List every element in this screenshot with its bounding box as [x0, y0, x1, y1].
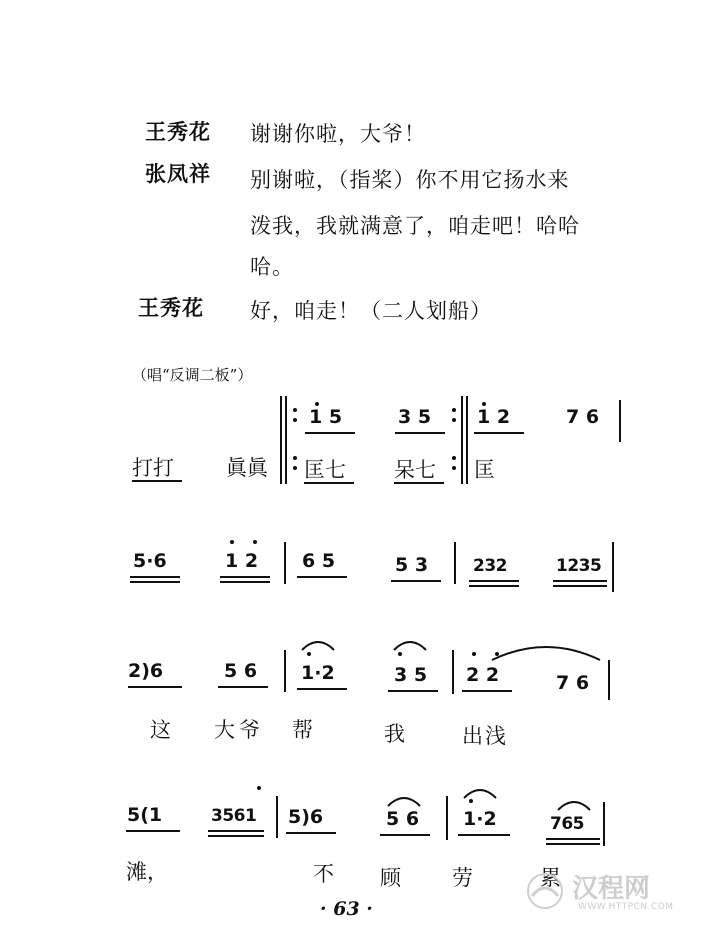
- beam: [546, 838, 600, 840]
- slur-arc: [556, 796, 592, 812]
- beam: [132, 480, 182, 482]
- beam: [130, 576, 180, 578]
- high-dot: [495, 652, 499, 656]
- beam: [388, 690, 438, 692]
- percussion-syllable: 呆七: [394, 458, 436, 482]
- slur-arc: [386, 792, 422, 808]
- percussion-syllable: 打打: [132, 456, 174, 480]
- speaker-wang-xiuhua: 王秀花: [138, 296, 204, 320]
- note-group: 5 6: [224, 660, 258, 682]
- high-dot: [257, 786, 261, 790]
- beam: [391, 580, 441, 582]
- note-group: 6 5: [302, 550, 336, 572]
- beam: [297, 688, 347, 690]
- beam: [208, 830, 264, 832]
- beam: [469, 580, 519, 582]
- note-group: 7 6: [556, 672, 590, 694]
- dialogue-line: 别谢啦，（指桨）你不用它扬水来: [250, 168, 570, 192]
- repeat-dots: [452, 408, 456, 422]
- tune-label: （唱“反调二板”）: [132, 366, 253, 384]
- high-dot: [469, 799, 473, 803]
- repeat-dots: [293, 408, 297, 422]
- beam: [394, 482, 444, 484]
- slur-arc: [300, 636, 336, 652]
- note-group: 5 3: [395, 554, 429, 576]
- note-group: 7 6: [566, 406, 600, 428]
- note-group: 232: [473, 556, 507, 576]
- beam: [208, 835, 264, 837]
- watermark-logo-icon: [524, 870, 566, 912]
- barline: [446, 796, 448, 840]
- beam: [304, 482, 354, 484]
- barline: [284, 650, 286, 692]
- watermark-name: 汉程网: [572, 874, 651, 904]
- note-group: 5)6: [288, 806, 324, 828]
- percussion-syllable: 匡: [474, 458, 495, 482]
- tie-arc: [490, 640, 602, 662]
- beam: [474, 432, 524, 434]
- barline: [603, 802, 605, 846]
- speaker-wang-xiuhua: 王秀花: [145, 120, 211, 144]
- barline: [619, 400, 621, 442]
- beam: [126, 830, 180, 832]
- lyric: 这: [150, 718, 171, 742]
- note-group: 3 5: [398, 406, 432, 428]
- page-number: · 63 ·: [320, 898, 373, 920]
- beam: [553, 585, 607, 587]
- beam: [395, 432, 445, 434]
- lyric: 帮: [292, 718, 313, 742]
- note-group: 765: [550, 814, 584, 834]
- barline: [285, 396, 287, 484]
- slur-arc: [392, 636, 428, 652]
- note-group: 3561: [211, 806, 257, 826]
- beam: [462, 690, 512, 692]
- lyric: 顾: [380, 866, 401, 890]
- note-group: 5(1: [127, 804, 163, 826]
- watermark-url: WWW.HTTPCN.COM: [578, 902, 674, 912]
- beam: [220, 576, 270, 578]
- slur-arc: [462, 784, 498, 800]
- percussion-syllable: 眞眞: [226, 456, 268, 480]
- beam: [546, 843, 600, 845]
- note-group: 2)6: [128, 660, 164, 682]
- dialogue-line: 泼我，我就满意了，咱走吧！哈哈: [250, 214, 580, 238]
- note-group: 1·2: [463, 808, 497, 830]
- barline: [466, 396, 468, 484]
- note-group: 1 5: [309, 406, 343, 428]
- barline: [461, 396, 463, 484]
- speaker-zhang-fengxiang: 张凤祥: [145, 162, 211, 186]
- note-group: 1 2: [477, 406, 511, 428]
- repeat-dots: [293, 456, 297, 470]
- high-dot: [472, 652, 476, 656]
- high-dot: [398, 652, 402, 656]
- lyric: 劳: [452, 866, 473, 890]
- lyric: 出浅: [462, 724, 508, 748]
- beam: [220, 581, 270, 583]
- barline: [276, 796, 278, 838]
- beam: [130, 581, 180, 583]
- note-group: 5 6: [386, 808, 420, 830]
- barline: [284, 542, 286, 584]
- lyric: 不: [313, 862, 334, 886]
- beam: [380, 834, 430, 836]
- high-dot: [253, 540, 257, 544]
- dialogue-line: 哈。: [250, 255, 294, 279]
- dialogue-line: 谢谢你啦，大爷！: [250, 122, 426, 146]
- note-group: 1·2: [301, 662, 335, 684]
- barline: [454, 542, 456, 584]
- beam: [286, 832, 336, 834]
- beam: [218, 686, 268, 688]
- note-group: 1235: [556, 556, 602, 576]
- barline: [280, 396, 282, 484]
- repeat-dots: [452, 456, 456, 470]
- beam: [305, 432, 355, 434]
- note-group: 5·6: [133, 550, 167, 572]
- dialogue-line: 好，咱走！（二人划船）: [250, 299, 492, 323]
- lyric: 大爷: [214, 718, 264, 742]
- percussion-syllable: 匡七: [304, 458, 346, 482]
- barline: [608, 660, 610, 700]
- barline: [612, 542, 614, 592]
- lyric: 我: [384, 722, 405, 746]
- barline: [452, 650, 454, 694]
- high-dot: [230, 540, 234, 544]
- note-group: 2 2: [466, 664, 500, 686]
- beam: [297, 576, 347, 578]
- high-dot: [307, 652, 311, 656]
- note-group: 3 5: [394, 664, 428, 686]
- lyric: 累: [540, 866, 561, 890]
- lyric: 滩，: [126, 860, 168, 884]
- beam: [553, 580, 607, 582]
- beam: [458, 834, 510, 836]
- note-group: 1 2: [225, 550, 259, 572]
- beam: [128, 686, 182, 688]
- beam: [469, 585, 519, 587]
